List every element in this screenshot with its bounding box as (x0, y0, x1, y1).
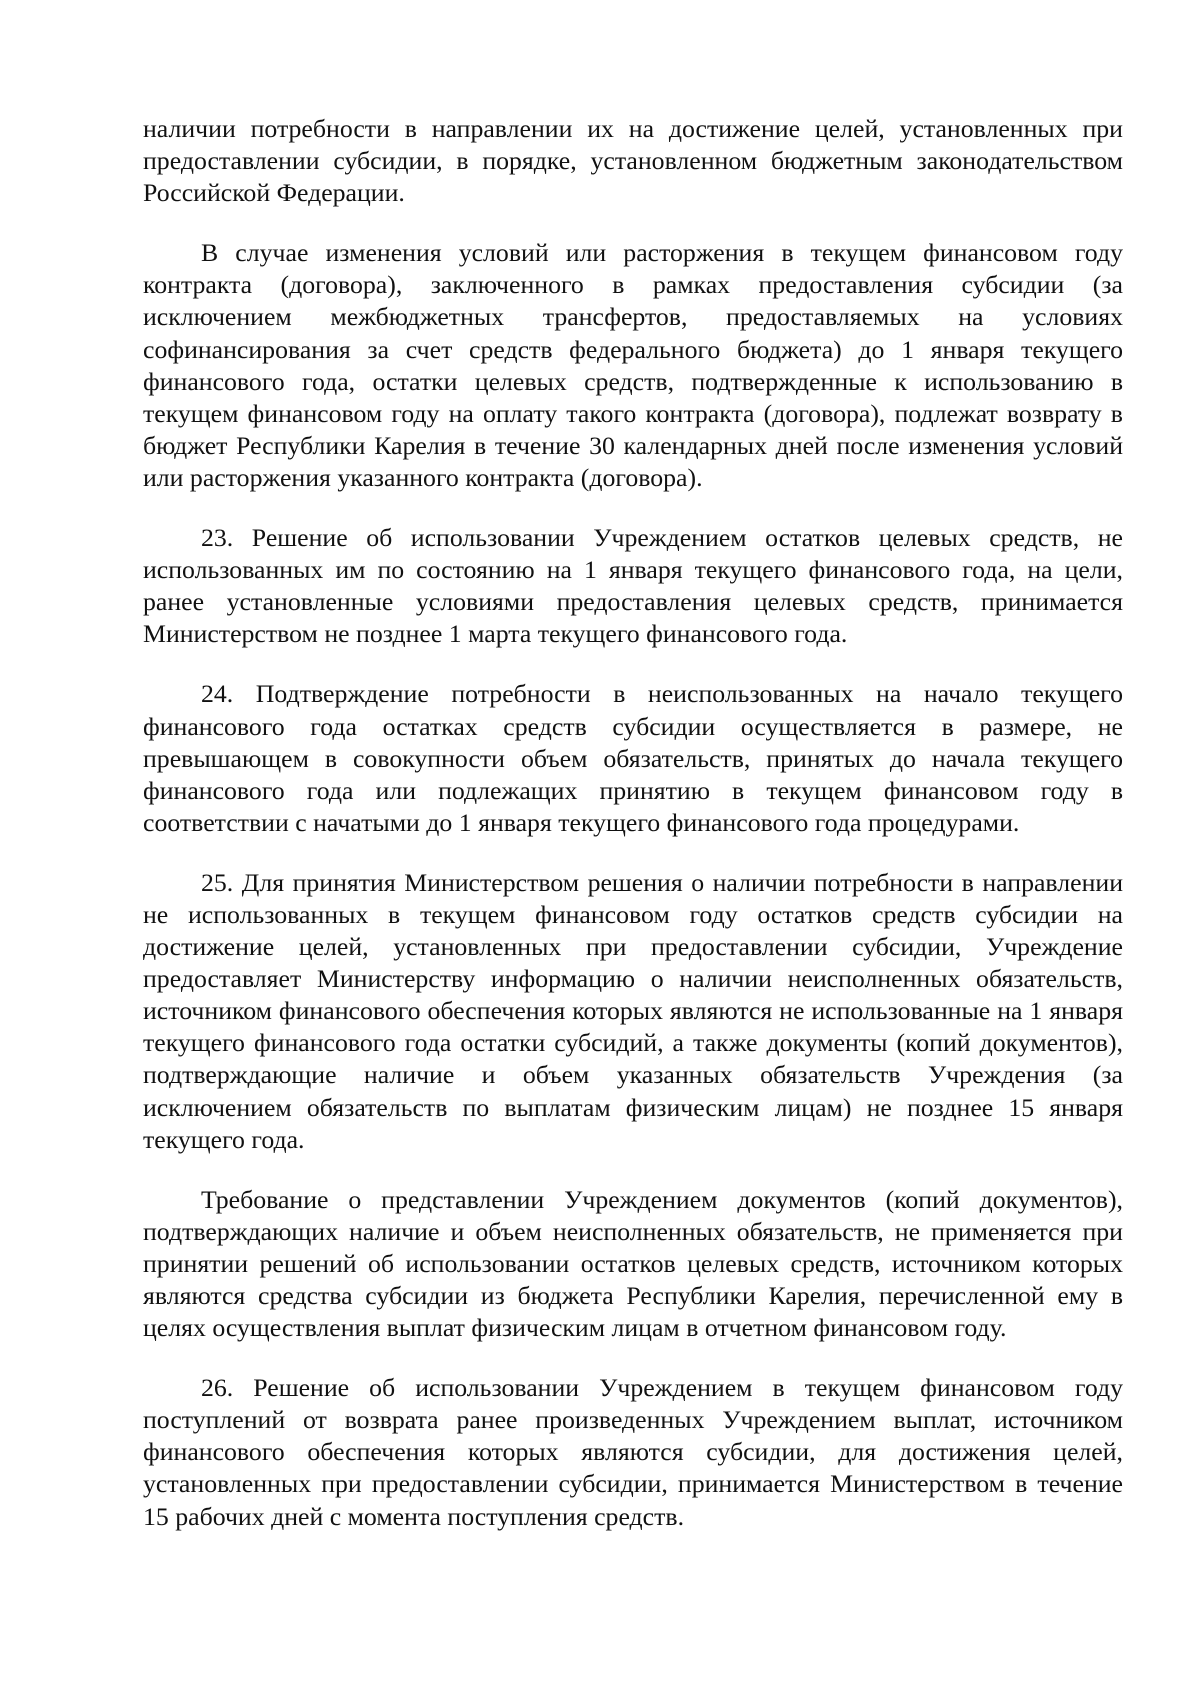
paragraph-clause-23: 23. Решение об использовании Учреждением остатков целевых средств, не использованных им по состоянию на 1 января текущего финансового года, на цели, ранее установленные условиями предоставления целевых средств, принимается Министерством не позднее 1 марта текущего финансового года. (143, 523, 1123, 649)
paragraph-documents-requirement: Требование о представлении Учреждением документов (копий документов), подтверждающих наличие и объем неисполненных обязательств, не применяется при принятии решений об использовании остатков целевых средств, источником которых являются средства субсидии из бюджета Республики Карелия, перечисленной ему в целях осуществления выплат физическим лицам в отчетном финансовом году. (143, 1184, 1123, 1343)
paragraph-clause-24: 24. Подтверждение потребности в неиспользованных на начало текущего финансового года остатках средств субсидии осуществляется в размере, не превышающем в совокупности объем обязательств, принятых до начала текущего финансового года или подлежащих принятию в текущем финансовом году в соответствии с начатыми до 1 января текущего финансового года процедурами. (143, 679, 1123, 837)
paragraph-contract-change: В случае изменения условий или расторжения в текущем финансовом году контракта (договора), заключенного в рамках предоставления субсидии (за исключением межбюджетных трансфертов, предоставляемых на условиях софинансирования за счет средств федерального бюджета) до 1 января текущего финансового года, остатки целевых средств, подтвержденные к использованию в текущем финансовом году на оплату такого контракта (договора), подлежат возврату в бюджет Республики Карелия в течение 30 календарных дней после изменения условий или расторжения указанного контракта (договора). (143, 238, 1123, 492)
paragraph-continuation: наличии потребности в направлении их на достижение целей, установленных при предоставлении субсидии, в порядке, установленном бюджетным законодательством Российской Федерации. (143, 114, 1123, 208)
paragraph-clause-25: 25. Для принятия Министерством решения о наличии потребности в направлении не использованных в текущем финансовом году остатков средств субсидии на достижение целей, установленных при предоставлении субсидии, Учреждение предоставляет Министерству информацию о наличии неисполненных обязательств, источником финансового обеспечения которых являются не использованные на 1 января текущего финансового года остатки субсидий, а также документы (копий документов), подтверждающие наличие и объем указанных обязательств Учреждения (за исключением обязательств по выплатам физическим лицам) не позднее 15 января текущего года. (143, 867, 1123, 1154)
paragraph-clause-26: 26. Решение об использовании Учреждением в текущем финансовом году поступлений от возврата ранее произведенных Учреждением выплат, источником финансового обеспечения которых являются субсидии, для достижения целей, установленных при предоставлении субсидии, принимается Министерством в течение 15 рабочих дней с момента поступления средств. (143, 1373, 1123, 1531)
document-page (143, 113, 1123, 1561)
